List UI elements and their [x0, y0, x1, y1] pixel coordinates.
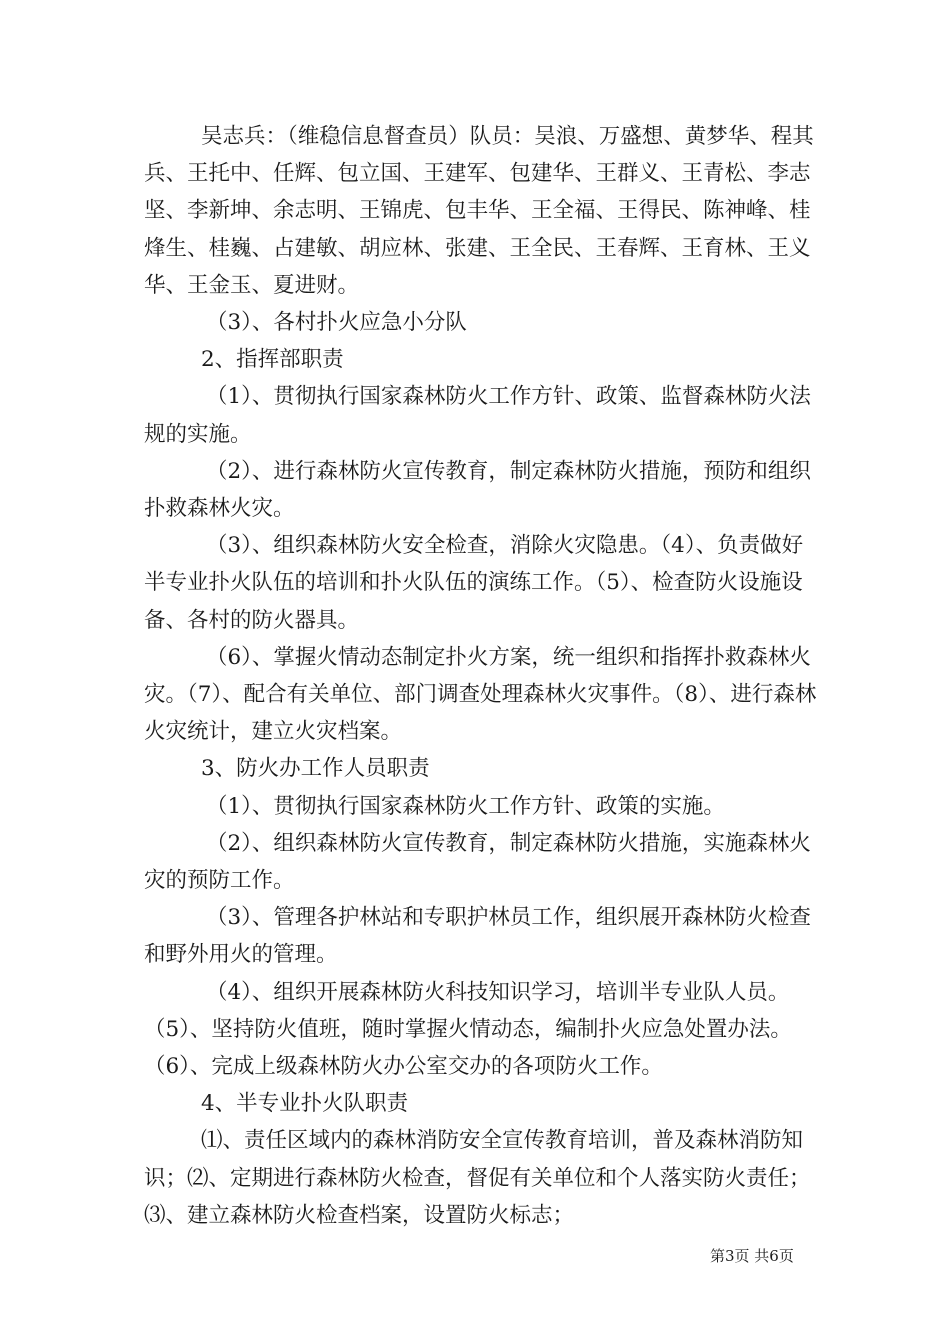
- paragraph-office-duty-2: （2）、组织森林防火宣传教育，制定森林防火措施，实施森林火灾的预防工作。: [144, 830, 811, 894]
- paragraph-village-team: （3）、各村扑火应急小分队: [206, 310, 467, 336]
- paragraph-office-duty-3: （3）、管理各护林站和专职护林员工作，组织展开森林防火检查和野外用火的管理。: [144, 905, 811, 968]
- paragraph-team-duties: ⑴、责任区域内的森林消防安全宣传教育培训，普及森林消防知识；⑵、定期进行森林防火检查，督促有关单位和个人落实防火责任；⑶、建立森林防火检查档案，设置防火标志；: [144, 1128, 811, 1228]
- paragraph-team-members: 吴志兵：（维稳信息督查员）队员：吴浪、万盛想、黄梦华、程其兵、王托中、任辉、包立国、王建军、包建华、王群义、王青松、李志坚、李新坤、余志明、王锦虎、包丰华、王全福、王得民、陈神峰、桂烽生、桂巍、占建敏、胡应林、张建、王全民、王春辉、王育林、王义华、王金玉、夏进财。: [144, 124, 814, 298]
- heading-team-duties: 4、半专业扑火队职责: [201, 1091, 409, 1117]
- paragraph-command-duty-3-5: （3）、组织森林防火安全检查，消除火灾隐患。（4）、负责做好半专业扑火队伍的培训和扑火队伍的演练工作。（5）、检查防火设施设备、各村的防火器具。: [144, 533, 804, 633]
- paragraph-command-duty-6-8: （6）、掌握火情动态制定扑火方案，统一组织和指挥扑救森林火灾。（7）、配合有关单位、部门调查处理森林火灾事件。（8）、进行森林火灾统计，建立火灾档案。: [144, 644, 817, 745]
- paragraph-command-duty-1: （1）、贯彻执行国家森林防火工作方针、政策、监督森林防火法规的实施。: [144, 384, 811, 447]
- heading-command-duties: 2、指挥部职责: [201, 347, 344, 373]
- paragraph-command-duty-2: （2）、进行森林防火宣传教育，制定森林防火措施，预防和组织扑救森林火灾。: [144, 458, 811, 522]
- paragraph-office-duty-4-6: （4）、组织开展森林防火科技知识学习，培训半专业队人员。（5）、坚持防火值班，随时掌握火情动态，编制扑火应急处置办法。（6）、完成上级森林防火办公室交办的各项防火工作。: [144, 979, 792, 1080]
- document-body: [144, 118, 824, 1234]
- page-number-footer: 第3页 共6页: [710, 1247, 794, 1265]
- heading-office-duties: 3、防火办工作人员职责: [201, 756, 430, 782]
- paragraph-office-duty-1: （1）、贯彻执行国家森林防火工作方针、政策的实施。: [206, 793, 725, 819]
